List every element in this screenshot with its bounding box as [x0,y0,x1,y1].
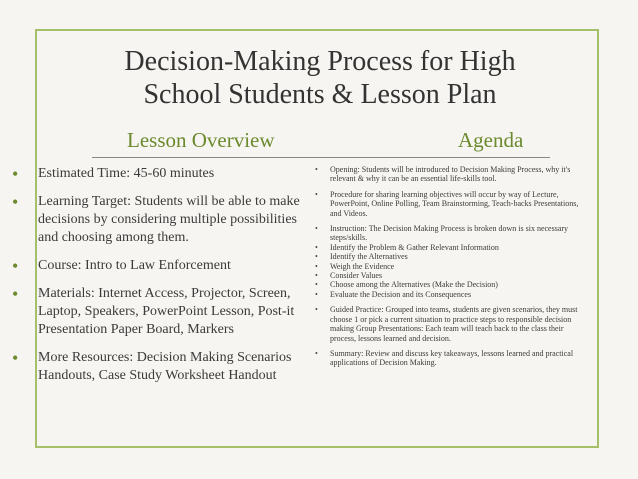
agenda-item-procedure: • Procedure for sharing learning objectives will occur by way of Lecture, PowerPoint, Online Polling, Team Brainstorming, Teach-backs Presentations, and Videos. [312,190,582,218]
agenda-item-instruction: • Instruction: The Decision Making Process is broken down is six necessary steps/skills. [312,224,582,243]
slide-title: Decision-Making Process for High School Students & Lesson Plan [124,46,516,110]
agenda-item-opening: • Opening: Students will be introduced to Decision Making Process, why it's relevant & why it can be an essential life-skills tool. [312,165,582,184]
lesson-overview-list [10,165,310,395]
agenda-item-summary: • Summary: Review and discuss key takeaways, lessons learned and practical applications of Decision Making. [312,349,582,368]
overview-item-materials: • Materials: Internet Access, Projector, Screen, Laptop, Speakers, PowerPoint Lesson, Post-it Presentation Paper Board, Markers [10,285,310,339]
agenda-step-consider-values: • Consider Values [312,271,582,280]
agenda-item-guided-practice: • Guided Practice: Grouped into teams, students are given scenarios, they must choose 1 or pick a current situation to practice steps to responsible decision making Group Presentations: Each team will teach back to the class their process, lessons learned and decision. [312,305,582,343]
overview-item-time: • Estimated Time: 45-60 minutes [10,165,310,183]
agenda-step-evaluate: • Evaluate the Decision and its Consequences [312,290,582,299]
overview-item-course: • Course: Intro to Law Enforcement [10,257,310,275]
agenda-step-weigh-evidence: • Weigh the Evidence [312,262,582,271]
agenda-list [312,165,582,368]
lesson-overview-heading: Lesson Overview [127,128,275,152]
agenda-heading: Agenda [458,128,524,152]
agenda-step-identify-alternatives: • Identify the Alternatives [312,252,582,261]
divider-line [92,157,550,158]
overview-item-target: • Learning Target: Students will be able to make decisions by considering multiple possibilities and choosing among them. [10,193,310,247]
overview-item-resources: • More Resources: Decision Making Scenarios Handouts, Case Study Worksheet Handout [10,349,310,385]
agenda-step-identify-problem: • Identify the Problem & Gather Relevant Information [312,243,582,252]
agenda-step-choose: • Choose among the Alternatives (Make the Decision) [312,280,582,289]
